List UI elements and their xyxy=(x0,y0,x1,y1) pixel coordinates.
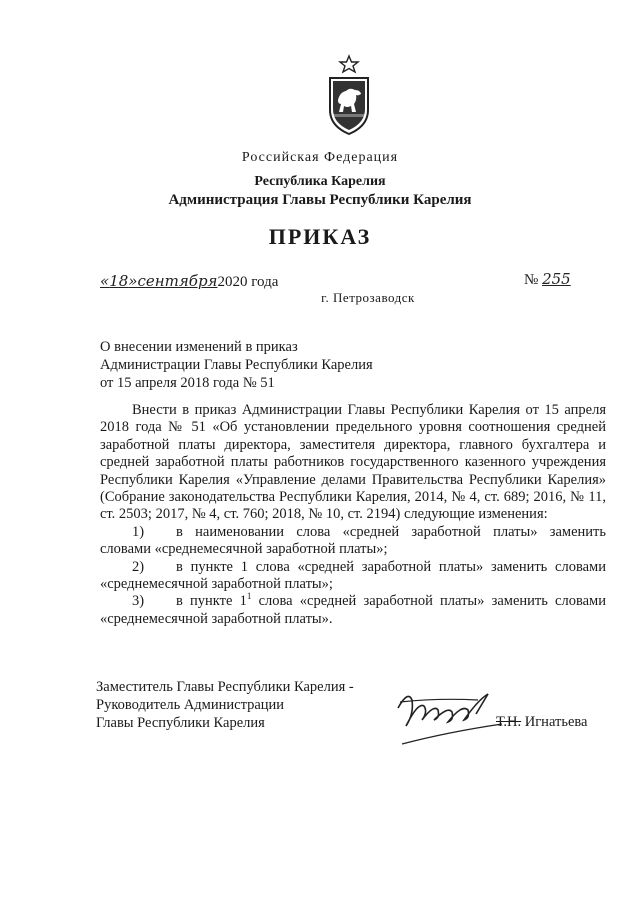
item-text: в наименовании слова «средней заработной платы» заменить словами «среднемесячной заработной платы»; xyxy=(100,523,606,558)
item-text: в пункте 1 слова «средней заработной платы» заменить словами «среднемесячной заработной платы»; xyxy=(100,558,606,593)
subject-line: от 15 апреля 2018 года № 51 xyxy=(100,375,275,391)
signatory-position xyxy=(96,678,354,732)
coat-of-arms-emblem xyxy=(326,54,372,136)
date-close-quote: » xyxy=(128,272,138,290)
document-type-title: ПРИКАЗ xyxy=(268,224,372,249)
order-subject xyxy=(100,338,373,392)
administration-name: Администрация Главы Республики Карелия xyxy=(168,192,472,208)
order-date xyxy=(100,272,278,291)
order-number xyxy=(524,270,571,289)
number-label: № xyxy=(524,272,539,288)
handwritten-signature xyxy=(378,680,508,760)
signatory-surname: Игнатьева xyxy=(521,714,588,730)
date-year: 2020 года xyxy=(217,274,279,290)
position-line: Главы Республики Карелия xyxy=(96,715,265,731)
city: г. Петрозаводск xyxy=(321,290,415,305)
date-month: сентября xyxy=(137,272,218,290)
signatory-initials: Т.Н. xyxy=(496,714,522,730)
order-body xyxy=(100,402,606,628)
item-text-before: в пункте 1 xyxy=(176,593,247,610)
item-number: 3) xyxy=(132,593,145,610)
item-number: 1) xyxy=(132,523,145,540)
republic-name: Республика Карелия xyxy=(254,174,386,189)
item-number: 2) xyxy=(132,558,145,575)
date-open-quote: « xyxy=(100,272,110,290)
body-intro: Внести в приказ Администрации Главы Республики Карелия от 15 апреля 2018 года № 51 «Об установлении предельного уровня соотношения средней заработной платы директора, заместителя директора, главного бухгалтера и средней заработной платы работников государственного казенного учреждения Республики Карелия «Управление делами Правительства Республики Карелия» (Собрание законодательства Республики Карелия, 2014, № 4, ст. 689; 2016, № 11, ст. 2503; 2017, № 4, ст. 760; 2018, № 10, ст. 2194) следующие изменения: xyxy=(100,402,606,523)
item-superscript: 1 xyxy=(246,591,252,602)
body-item xyxy=(100,559,606,594)
subject-line: Администрации Главы Республики Карелия xyxy=(100,357,373,373)
country-name: Российская Федерация xyxy=(241,150,399,165)
item-text-after: слова «средней заработной платы» заменить словами «среднемесячной заработной платы». xyxy=(100,593,606,627)
position-line: Заместитель Главы Республики Карелия - xyxy=(96,679,354,695)
subject-line: О внесении изменений в приказ xyxy=(100,339,298,355)
signatory-name xyxy=(496,714,587,731)
number-value: 255 xyxy=(542,270,571,288)
body-item xyxy=(100,524,606,559)
position-line: Руководитель Администрации xyxy=(96,697,285,713)
date-day: 18 xyxy=(109,272,129,290)
body-item xyxy=(100,593,606,628)
